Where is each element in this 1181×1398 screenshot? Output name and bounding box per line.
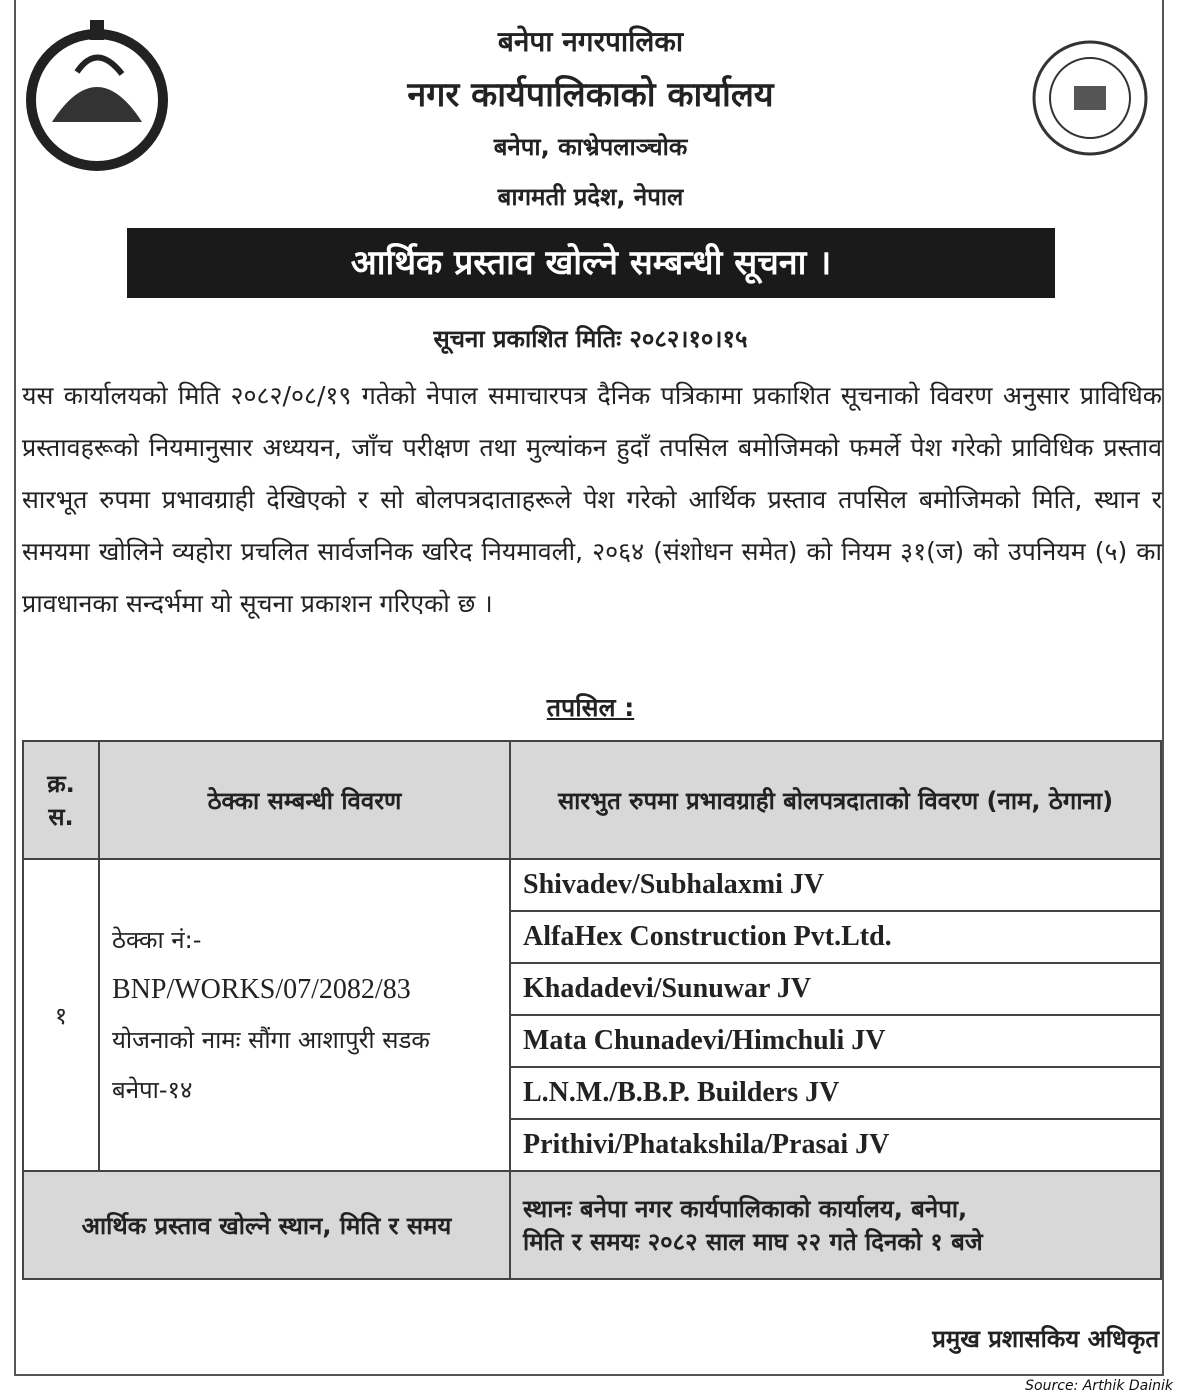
notice-body: यस कार्यालयको मिति २०८२/०८/१९ गतेको नेपाल समाचारपत्र दैनिक पत्रिकामा प्रकाशित सूचनाको विवरण अनुसार प्राविधिक प्रस्तावहरूको नियमानुसार अध्ययन, जाँच परीक्षण तथा मुल्यांकन हुदाँ तपसिल बमोजिमको फमर्ले पेश गरेको प्राविधिक प्रस्ताव सारभूत रुपमा प्रभावग्राही देखिएको र सो बोलपत्रदाताहरूले पेश गरेको आर्थिक प्रस्ताव तपसिल बमोजिमको मिति, स्थान र समयमा खोलिने व्यहोरा प्रचलित सार्वजनिक खरिद नियमावली, २०६४ (संशोधन समेत) को नियम ३१(ज) को उपनियम (५) का प्रावधानका सन्दर्भमा यो सूचना प्रकाशन गरिएको छ । xyxy=(22,381,1162,618)
opening-label: आर्थिक प्रस्ताव खोल्ने स्थान, मिति र समय xyxy=(23,1171,510,1279)
bidder-name: Prithivi/Phatakshila/Prasai JV xyxy=(510,1119,1161,1171)
contract-number: BNP/WORKS/07/2082/83 xyxy=(112,974,411,1005)
bidder-table xyxy=(22,740,1162,1280)
bidder-name: Mata Chunadevi/Himchuli JV xyxy=(510,1015,1161,1067)
signatory: प्रमुख प्रशासकिय अधिकृत xyxy=(932,1325,1159,1353)
office-address: बनेपा, काभ्रेपलाञ्चोक xyxy=(493,133,688,161)
schedule-heading: तपसिल : xyxy=(546,693,635,722)
col-sn: क्र. स. xyxy=(23,741,99,859)
serial-number: १ xyxy=(23,859,99,1171)
province: बागमती प्रदेश, नेपाल xyxy=(497,183,684,211)
bidder-name: AlfaHex Construction Pvt.Ltd. xyxy=(510,911,1161,963)
table-footer-row xyxy=(23,1171,1161,1279)
bidder-name: L.N.M./B.B.P. Builders JV xyxy=(510,1067,1161,1119)
table-header-row xyxy=(23,741,1161,859)
publish-date: सूचना प्रकाशित मितिः २०८२।१०।१५ xyxy=(433,325,748,353)
opening-time: मिति र समयः २०८२ साल माघ २२ गते दिनको १ बजे xyxy=(523,1228,983,1256)
contract-details xyxy=(99,859,510,1171)
project-name: योजनाको नामः सौंगा आशापुरी सडक बनेपा-१४ xyxy=(112,1026,430,1104)
org-name: बनेपा नगरपालिका xyxy=(497,25,684,58)
opening-place: स्थानः बनेपा नगर कार्यपालिकाको कार्यालय, बनेपा, xyxy=(523,1195,968,1223)
office-name: नगर कार्यपालिकाको कार्यालय xyxy=(407,75,774,115)
col-bidders: सारभुत रुपमा प्रभावग्राही बोलपत्रदाताको विवरण (नाम, ठेगाना) xyxy=(510,741,1161,859)
source-credit: Source: Arthik Dainik xyxy=(1025,1378,1173,1394)
opening-details xyxy=(510,1171,1161,1279)
contract-label: ठेक्का नं:- xyxy=(112,926,202,954)
bidder-name: Shivadev/Subhalaxmi JV xyxy=(510,859,1161,911)
bidder-name: Khadadevi/Sunuwar JV xyxy=(510,963,1161,1015)
notice-title: आर्थिक प्रस्ताव खोल्ने सम्बन्धी सूचना । xyxy=(127,228,1055,298)
table-row xyxy=(23,859,1161,911)
col-contract: ठेक्का सम्बन्धी विवरण xyxy=(99,741,510,859)
